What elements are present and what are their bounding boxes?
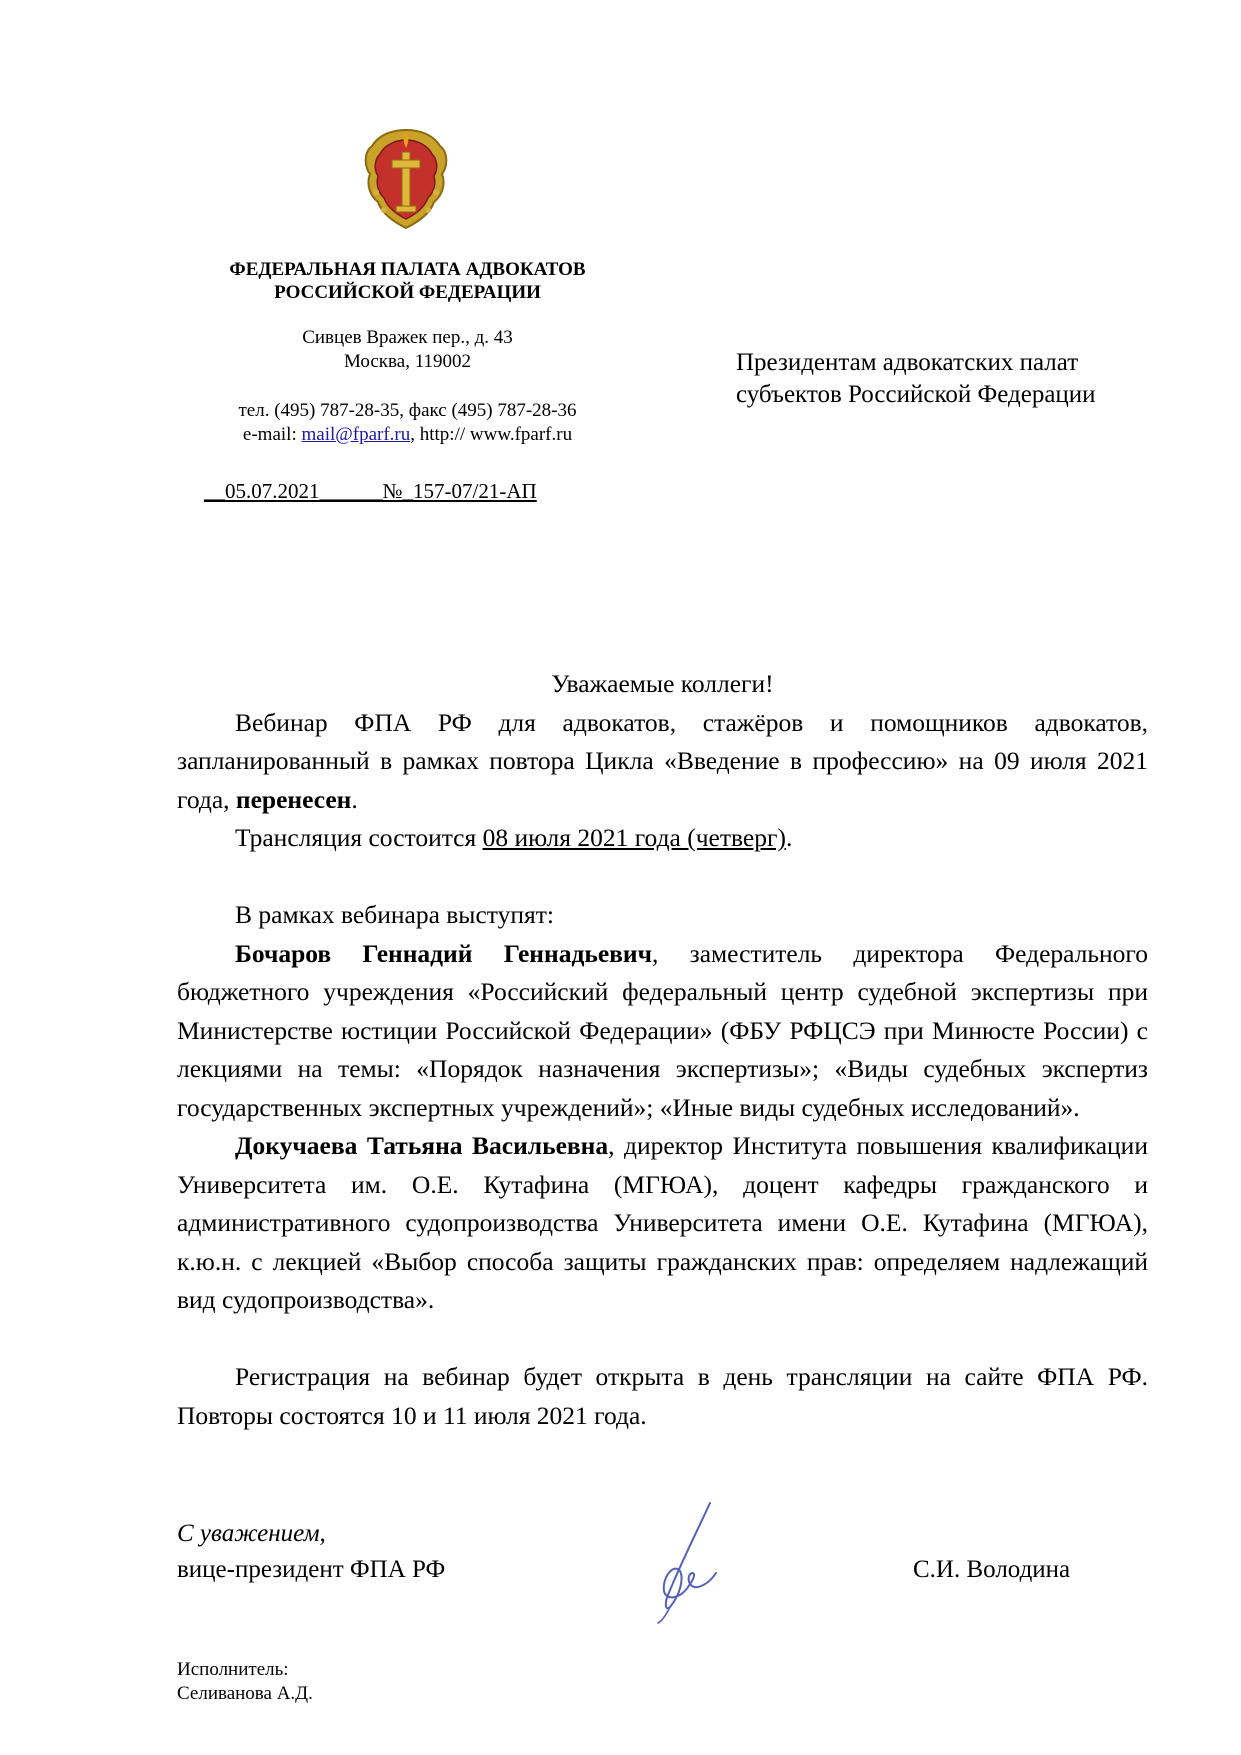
organization-name [180,258,635,304]
closing-text: С уважением, [177,1520,326,1547]
paragraph-speaker-2 [177,1127,1148,1320]
paragraph-speaker-1 [177,935,1148,1128]
fpa-emblem-icon [360,122,452,234]
paragraph-postponed [177,704,1148,820]
paragraph-registration: Регистрация на вебинар будет открыта в день трансляции на сайте ФПА РФ. Повторы состоятся 10 и 11 июля 2021 года. [177,1362,1148,1430]
org-line-2: РОССИЙСКОЙ ФЕДЕРАЦИИ [274,282,541,303]
signer-name: С.И. Володина [913,1556,1071,1583]
signature-block [177,1516,445,1588]
website-text: , http:// www.fparf.ru [410,424,573,445]
registration-line [204,478,537,504]
reg-separator: ______№_ [319,479,414,503]
recipient-line-1: Президентам адвокатских палат [736,349,1079,376]
p1-end: . [351,784,358,814]
recipient-line-2: субъектов Российской Федерации [736,381,1096,408]
speaker-1-text: , заместитель директора Федерального бюджетного учреждения «Российский федеральный центр судебной экспертизы при Министерстве юстиции Российской Федерации» (ФБУ РФЦСЭ при Минюсте России) с лекциями на темы: «Порядок назначения экспертизы»; «Виды судебных экспертиз государственных экспертных учреждений»; «Иные виды судебных исследований». [177,938,1149,1122]
p1-bold: перенесен [235,784,352,814]
blank-line [177,858,1148,897]
speaker-2-name: Докучаева Татьяна Васильевна [235,1131,609,1160]
p2-text: Трансляция состоится [235,823,483,852]
executor-label: Исполнитель: [177,1659,289,1680]
blank-line [177,1320,1148,1359]
reg-number: 157-07/21-АП [413,479,537,503]
letter-body [177,665,1148,1435]
p2-end: . [785,823,793,852]
closing [177,1516,445,1552]
email-line [180,423,635,447]
address-line-1: Сивцев Вражек пер., д. 43 [302,327,513,348]
greeting: Уважаемые коллеги! [551,669,774,698]
address-line-2: Москва, 119002 [343,351,471,372]
speaker-2-text: , директор Института повышения квалификации Университета им. О.Е. Кутафина (МГЮА), доцент кафедры гражданского и административного судопроизводства Университета имени О.Е. Кутафина (МГЮА), к.ю.н. с лекцией «Выбор способа защиты гражданских прав: определяем надлежащий вид судопроизводства». [177,1131,1148,1314]
signer-position: вице-президент ФПА РФ [177,1556,446,1583]
paragraph-broadcast [177,819,1148,858]
handwritten-signature-icon [640,1495,730,1625]
phone-line: тел. (495) 787-28-35, факс (495) 787-28-36 [238,400,577,421]
paragraph-speakers-intro: В рамках вебинара выступят: [235,900,554,929]
reg-date: 05.07.2021 [225,479,320,503]
organization-address [180,326,635,374]
email-link[interactable]: mail@fparf.ru [301,424,411,445]
executor-name: Селиванова А.Д. [177,1683,313,1704]
org-line-1: ФЕДЕРАЛЬНАЯ ПАЛАТА АДВОКАТОВ [229,259,586,280]
reg-prefix: __ [204,479,225,503]
executor-block [177,1658,313,1706]
organization-contacts [180,399,635,447]
speaker-1-name: Бочаров Геннадий Геннадьевич [235,938,652,968]
p1-text: Вебинар ФПА РФ для адвокатов, стажёров и помощников адвокатов, запланированный в рамках повтора Цикла «Введение в профессию» на 09 июля 2021 года, [177,707,1148,814]
recipient-block [736,347,1166,411]
p2-date: 08 июля 2021 года (четверг) [482,823,786,852]
email-label: e-mail: [242,424,302,445]
